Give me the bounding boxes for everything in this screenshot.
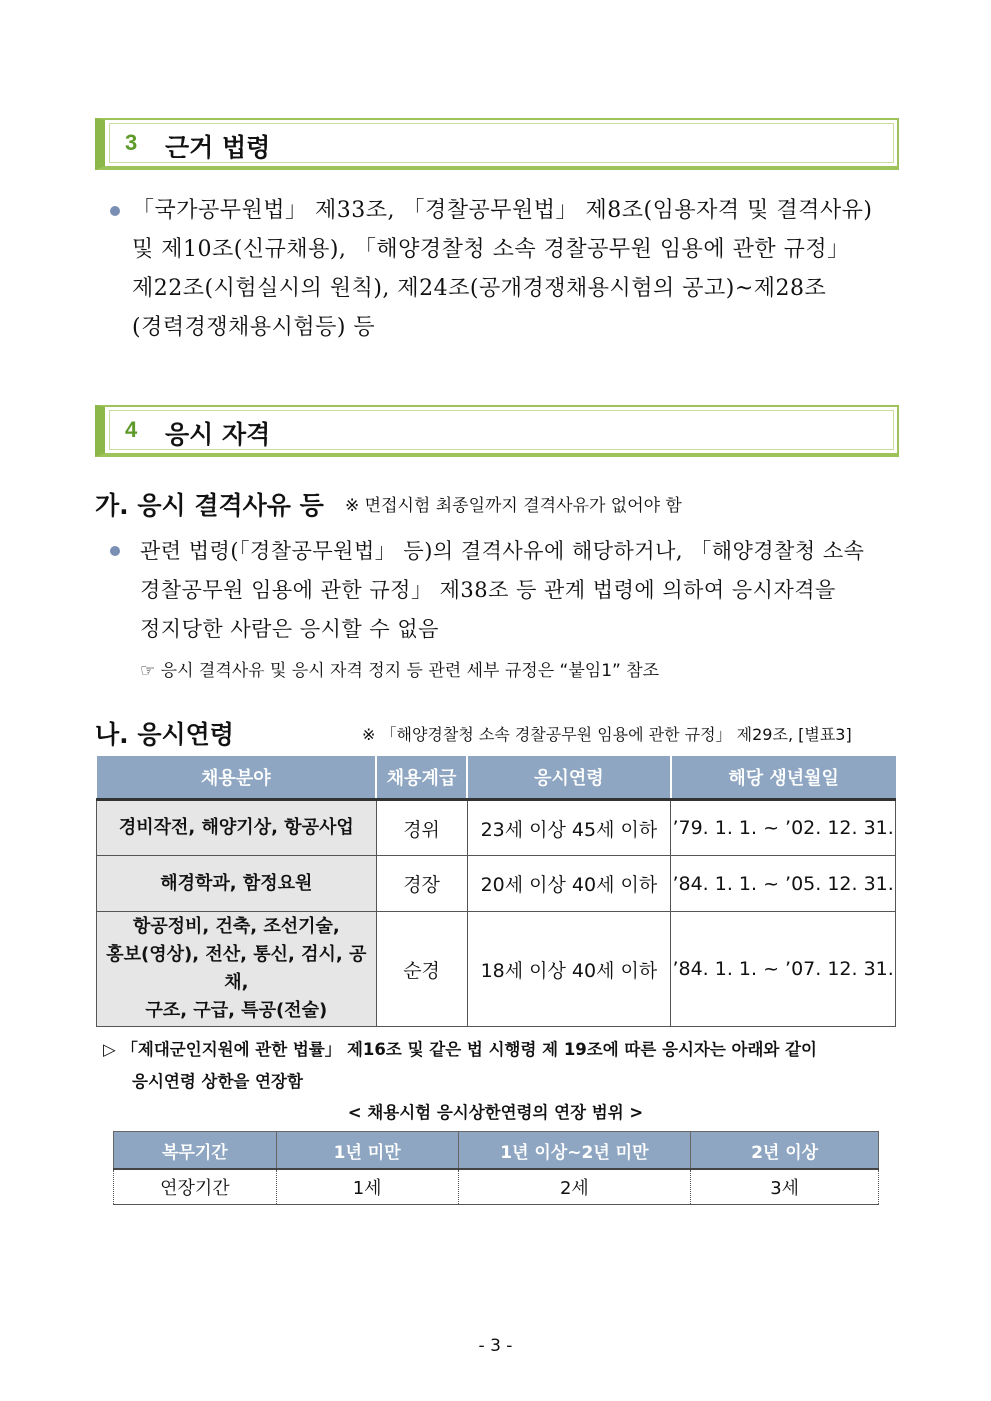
section-3-header <box>95 118 899 170</box>
section-4-title: 응시 자격 <box>165 420 271 449</box>
age-row-1-age: 23세 이상 45세 이하 <box>467 800 671 856</box>
sub-ga-reference: ☞ 응시 결격사유 및 응시 자격 정지 등 관련 세부 규정은 “붙임1” 참조 <box>140 661 660 681</box>
age-row-2-field: 해경학과, 함정요원 <box>97 856 377 912</box>
ext-row-value-1: 1세 <box>276 1169 458 1205</box>
age-row-3-field-line-2: 홍보(영상), 전산, 통신, 검시, 공채, <box>106 944 367 993</box>
ext-header-1-to-2: 1년 이상~2년 미만 <box>458 1132 691 1170</box>
veteran-note-line-2: 응시연령 상한을 연장함 <box>132 1072 303 1091</box>
sub-ga-line-2: 경찰공무원 임용에 관한 규정」 제38조 등 관계 법령에 의하여 응시자격을 <box>140 578 836 602</box>
table-row <box>97 856 896 912</box>
age-row-1-field: 경비작전, 해양기상, 항공사업 <box>97 800 377 856</box>
age-row-3-rank: 순경 <box>376 912 467 1027</box>
bullet-icon <box>110 546 120 556</box>
table-row <box>97 800 896 856</box>
section-3-title: 근거 법령 <box>165 133 271 162</box>
age-row-3-birth: ’84. 1. 1. ~ ’07. 12. 31. <box>671 912 896 1027</box>
table-row <box>114 1169 879 1205</box>
age-table <box>96 756 896 1027</box>
age-table-header-row <box>97 756 896 800</box>
ext-row-value-3: 3세 <box>691 1169 879 1205</box>
bullet-icon <box>110 206 120 216</box>
veteran-note-line-1: ▷ 「제대군인지원에 관한 법률」 제16조 및 같은 법 시행령 제 19조에 따른 응시자는 아래와 같이 <box>103 1040 817 1059</box>
age-header-age: 응시연령 <box>467 756 671 800</box>
ext-header-under-1: 1년 미만 <box>276 1132 458 1170</box>
extension-table <box>113 1131 879 1205</box>
section-4-number: 4 <box>125 417 138 442</box>
extension-table-header-row <box>114 1132 879 1170</box>
ext-header-over-2: 2년 이상 <box>691 1132 879 1170</box>
section-3-line-1: 「국가공무원법」 제33조, 「경찰공무원법」 제8조(임용자격 및 결격사유) <box>132 198 873 223</box>
sub-heading-na: 나. 응시연령 <box>95 720 234 749</box>
sub-na-note: ※ 「해양경찰청 소속 경찰공무원 임용에 관한 규정」 제29조, [별표3] <box>362 725 852 744</box>
sub-ga-note: ※ 면접시험 최종일까지 결격사유가 없어야 함 <box>345 496 682 516</box>
ext-row-value-2: 2세 <box>458 1169 691 1205</box>
age-header-rank: 채용계급 <box>376 756 467 800</box>
sub-ga-line-3: 정지당한 사람은 응시할 수 없음 <box>140 617 439 641</box>
section-3-line-4: (경력경쟁채용시험등) 등 <box>132 315 376 340</box>
sub-ga-line-1: 관련 법령(「경찰공무원법」 등)의 결격사유에 해당하거나, 「해양경찰청 소속 <box>140 539 865 563</box>
extension-table-caption: < 채용시험 응시상한연령의 연장 범위 > <box>347 1103 644 1122</box>
sub-heading-ga: 가. 응시 결격사유 등 <box>95 491 324 520</box>
page-number: - 3 - <box>478 1336 513 1356</box>
ext-header-service: 복무기간 <box>114 1132 277 1170</box>
age-row-2-rank: 경장 <box>376 856 467 912</box>
age-row-3-field-line-3: 구조, 구급, 특공(전술) <box>145 1000 328 1021</box>
age-row-3-age: 18세 이상 40세 이하 <box>467 912 671 1027</box>
section-4-header <box>95 405 899 457</box>
age-row-2-age: 20세 이상 40세 이하 <box>467 856 671 912</box>
age-header-field: 채용분야 <box>97 756 377 800</box>
section-3-number: 3 <box>125 130 138 155</box>
table-row <box>97 912 896 1027</box>
age-row-1-rank: 경위 <box>376 800 467 856</box>
age-row-3-field <box>97 912 377 1027</box>
age-row-2-birth: ’84. 1. 1. ~ ’05. 12. 31. <box>671 856 896 912</box>
age-row-1-birth: ’79. 1. 1. ~ ’02. 12. 31. <box>671 800 896 856</box>
section-3-line-3: 제22조(시험실시의 원칙), 제24조(공개경쟁채용시험의 공고)~제28조 <box>132 276 827 301</box>
age-header-birth: 해당 생년월일 <box>671 756 896 800</box>
age-row-3-field-line-1: 항공정비, 건축, 조선기술, <box>132 916 340 937</box>
section-3-line-2: 및 제10조(신규채용), 「해양경찰청 소속 경찰공무원 임용에 관한 규정」 <box>132 237 850 262</box>
ext-row-label: 연장기간 <box>114 1169 277 1205</box>
